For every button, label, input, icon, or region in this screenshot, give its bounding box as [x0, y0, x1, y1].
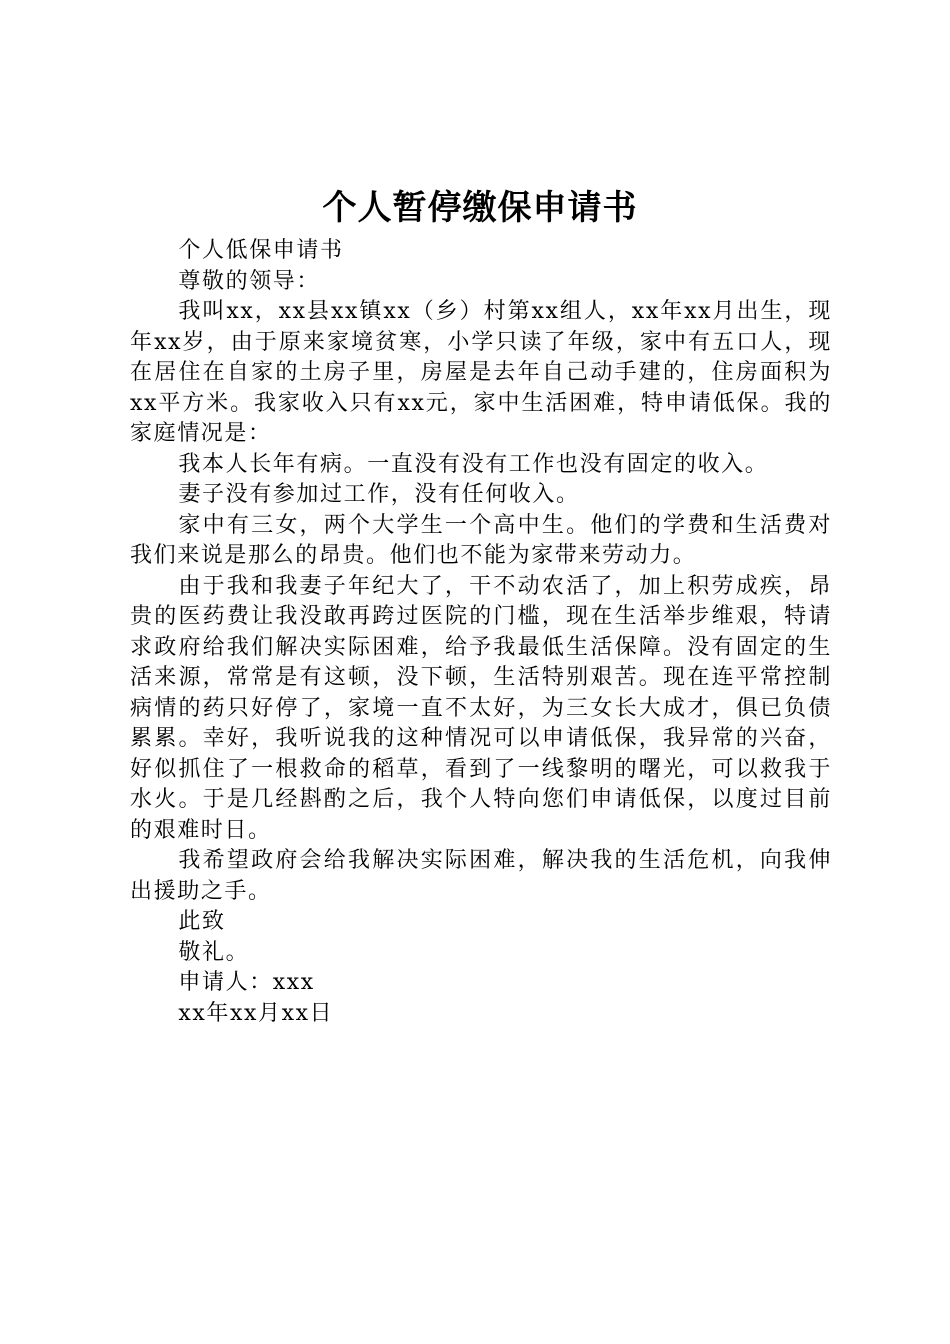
paragraph-wife-condition: 妻子没有参加过工作，没有任何收入。 — [178, 482, 580, 507]
paragraph-request: 我希望政府会给我解决实际困难，解决我的生活危机，向我伸出援助之手。 — [130, 848, 832, 904]
application-date: xx年xx月xx日 — [178, 1000, 334, 1026]
closing-cizhi: 此致 — [178, 909, 226, 934]
closing-jingli: 敬礼。 — [178, 939, 250, 965]
subtitle-line: 个人低保申请书 — [178, 238, 344, 263]
document-title: 个人暂停缴保申请书 — [322, 188, 638, 228]
paragraph-hardship: 由于我和我妻子年纪大了，干不动农活了，加上积劳成疾，昂贵的医药费让我没敢再跨过医院的门槛，现在生活举步维艰，特请求政府给我们解决实际困难，给予我最低生活保障。没有固定的生活来源，常常是有这顿，没下顿，生活特别艰苦。现在连平常控制病情的药只好停了，家境一直不太好，为三女长大成才，俱已负债累累。幸好，我听说我的这种情况可以申请低保，我异常的兴奋，好似抓住了一根救命的稻草，看到了一线黎明的曙光，可以救我于水火。于是几经斟酌之后，我个人特向您们申请低保，以度过目前的艰难时日。 — [130, 573, 832, 843]
paragraph-children: 家中有三女，两个大学生一个高中生。他们的学费和生活费对我们来说是那么的昂贵。他们也不能为家带来劳动力。 — [130, 512, 832, 568]
paragraph-introduction: 我叫xx，xx县xx镇xx（乡）村第xx组人，xx年xx月出生，现年xx岁，由于原来家境贫寒，小学只读了年级，家中有五口人，现在居住在自家的土房子里，房屋是去年自己动手建的，住房面积为xx平方米。我家收入只有xx元，家中生活困难，特申请低保。我的家庭情况是： — [130, 299, 832, 446]
paragraph-self-condition: 我本人长年有病。一直没有没有工作也没有固定的收入。 — [178, 451, 769, 477]
applicant-signature: 申请人：xxx — [178, 970, 315, 995]
document-body — [130, 236, 832, 1029]
salutation: 尊敬的领导： — [178, 268, 320, 294]
